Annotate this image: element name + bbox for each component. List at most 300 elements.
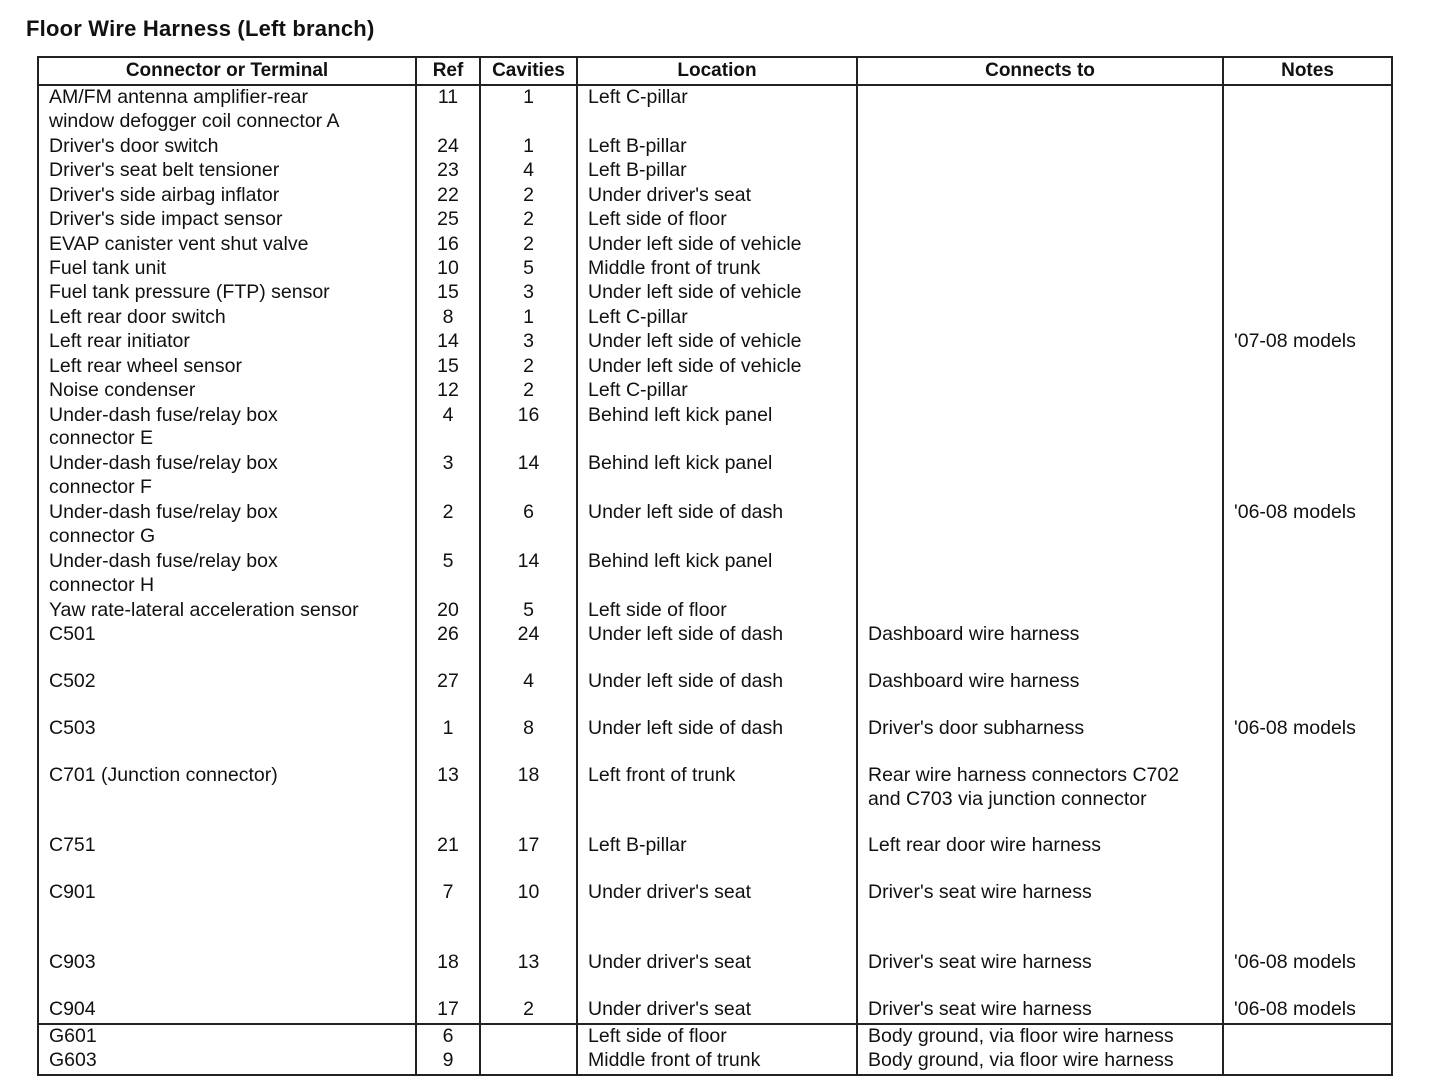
ref-cell xyxy=(416,998,480,1023)
cavities-cell xyxy=(480,881,577,951)
connects-to-cell xyxy=(857,257,1223,281)
cavities-value: 5 xyxy=(523,257,534,280)
cavities-value: 4 xyxy=(523,159,534,182)
connects-to-text: Body ground, via floor wire harness xyxy=(868,1024,1174,1047)
notes-cell xyxy=(1223,306,1392,330)
cavities-value: 2 xyxy=(523,379,534,402)
connector-cell xyxy=(38,998,416,1023)
connects-to-text: and C703 via junction connector xyxy=(868,787,1147,810)
location-cell xyxy=(577,951,857,998)
location-cell xyxy=(577,379,857,403)
connector-text: C901 xyxy=(49,881,96,904)
cavities-cell xyxy=(480,599,577,623)
connector-text: Under-dash fuse/relay box xyxy=(49,550,278,573)
ref-value: 22 xyxy=(437,183,459,206)
page-title: Floor Wire Harness (Left branch) xyxy=(26,16,375,41)
connector-text: Yaw rate-lateral acceleration sensor xyxy=(49,598,359,621)
location-cell xyxy=(577,501,857,550)
location-cell xyxy=(577,599,857,623)
connector-cell xyxy=(38,1024,416,1049)
location-cell xyxy=(577,281,857,305)
connector-cell xyxy=(38,951,416,998)
column-header-connector: Connector or Terminal xyxy=(38,57,416,85)
cavities-cell xyxy=(480,85,577,135)
location-text: Under left side of vehicle xyxy=(588,330,802,353)
connector-cell xyxy=(38,452,416,501)
connects-to-cell xyxy=(857,881,1223,951)
connector-text: Left rear wheel sensor xyxy=(49,354,242,377)
ref-value: 11 xyxy=(437,86,459,108)
table-row xyxy=(38,257,1392,281)
notes-cell xyxy=(1223,208,1392,232)
cavities-cell xyxy=(480,379,577,403)
cavities-value: 10 xyxy=(517,881,540,904)
connector-text: EVAP canister vent shut valve xyxy=(49,232,309,255)
table-row xyxy=(38,306,1392,330)
location-cell xyxy=(577,881,857,951)
cavities-value: 3 xyxy=(523,330,534,353)
ref-value: 26 xyxy=(437,623,459,646)
table-row xyxy=(38,233,1392,257)
table-row xyxy=(38,452,1392,501)
connector-text: C904 xyxy=(49,998,96,1021)
location-cell xyxy=(577,404,857,453)
location-text: Under left side of dash xyxy=(588,623,784,646)
ref-cell xyxy=(416,379,480,403)
harness-table xyxy=(37,56,1393,1076)
connects-to-cell xyxy=(857,281,1223,305)
ref-cell xyxy=(416,599,480,623)
table-row xyxy=(38,550,1392,599)
notes-cell xyxy=(1223,764,1392,834)
location-text: Middle front of trunk xyxy=(588,257,761,280)
ref-value: 21 xyxy=(437,834,459,857)
table-row xyxy=(38,135,1392,159)
location-text: Under driver's seat xyxy=(588,998,752,1021)
cavities-cell xyxy=(480,501,577,550)
ref-value: 4 xyxy=(442,403,454,426)
ref-cell xyxy=(416,834,480,881)
location-text: Under driver's seat xyxy=(588,951,752,974)
connects-to-cell xyxy=(857,623,1223,670)
ref-cell xyxy=(416,330,480,354)
cavities-value: 2 xyxy=(523,183,534,206)
location-cell xyxy=(577,623,857,670)
ref-cell xyxy=(416,501,480,550)
connects-to-text: Driver's seat wire harness xyxy=(868,951,1092,974)
ref-cell xyxy=(416,257,480,281)
notes-text: '06-08 models xyxy=(1234,717,1356,740)
notes-cell xyxy=(1223,379,1392,403)
ref-cell xyxy=(416,281,480,305)
location-text: Under left side of dash xyxy=(588,717,784,740)
ref-value: 9 xyxy=(442,1049,454,1072)
table-row xyxy=(38,951,1392,998)
notes-cell xyxy=(1223,670,1392,717)
connects-to-cell xyxy=(857,599,1223,623)
connector-cell xyxy=(38,1049,416,1075)
connector-cell xyxy=(38,550,416,599)
connector-text: Fuel tank unit xyxy=(49,257,167,280)
connector-text: Left rear initiator xyxy=(49,330,190,353)
cavities-value: 2 xyxy=(523,208,534,231)
location-cell xyxy=(577,233,857,257)
connector-cell xyxy=(38,717,416,764)
ref-value: 15 xyxy=(437,281,459,304)
connector-text: Under-dash fuse/relay box xyxy=(49,501,278,524)
ref-cell xyxy=(416,404,480,453)
location-text: Under left side of dash xyxy=(588,501,784,524)
notes-cell xyxy=(1223,501,1392,550)
ref-cell xyxy=(416,623,480,670)
connector-cell xyxy=(38,233,416,257)
connector-cell xyxy=(38,208,416,232)
location-text: Behind left kick panel xyxy=(588,403,773,426)
cavities-cell xyxy=(480,550,577,599)
table-row xyxy=(38,717,1392,764)
connects-to-cell xyxy=(857,355,1223,379)
location-cell xyxy=(577,717,857,764)
cavities-cell xyxy=(480,184,577,208)
cavities-value: 17 xyxy=(517,834,540,857)
location-text: Left B-pillar xyxy=(588,134,687,157)
connector-cell xyxy=(38,135,416,159)
notes-cell xyxy=(1223,404,1392,453)
location-text: Middle front of trunk xyxy=(588,1049,761,1072)
connector-cell xyxy=(38,834,416,881)
location-cell xyxy=(577,998,857,1023)
connects-to-cell xyxy=(857,951,1223,998)
notes-cell xyxy=(1223,834,1392,881)
connector-cell xyxy=(38,379,416,403)
connector-text: connector H xyxy=(49,573,155,596)
cavities-cell xyxy=(480,717,577,764)
connects-to-text: Driver's door subharness xyxy=(868,717,1085,740)
cavities-cell xyxy=(480,330,577,354)
location-cell xyxy=(577,764,857,834)
location-text: Left C-pillar xyxy=(588,86,688,108)
cavities-cell xyxy=(480,1024,577,1049)
connects-to-cell xyxy=(857,550,1223,599)
notes-cell xyxy=(1223,184,1392,208)
cavities-cell xyxy=(480,355,577,379)
cavities-value: 3 xyxy=(523,281,534,304)
ref-value: 5 xyxy=(442,550,454,573)
ref-value: 13 xyxy=(437,764,459,787)
connects-to-text: Dashboard wire harness xyxy=(868,670,1080,693)
cavities-value: 16 xyxy=(517,403,540,426)
ref-cell xyxy=(416,881,480,951)
connector-cell xyxy=(38,159,416,183)
connector-cell xyxy=(38,257,416,281)
ref-cell xyxy=(416,951,480,998)
notes-cell xyxy=(1223,550,1392,599)
connects-to-cell xyxy=(857,452,1223,501)
location-text: Left front of trunk xyxy=(588,764,736,787)
connector-text: Fuel tank pressure (FTP) sensor xyxy=(49,281,330,304)
cavities-value: 14 xyxy=(517,550,540,573)
cavities-value: 2 xyxy=(523,232,534,255)
connector-text: Driver's side airbag inflator xyxy=(49,183,280,206)
cavities-cell xyxy=(480,281,577,305)
connector-cell xyxy=(38,670,416,717)
column-header-connects-to: Connects to xyxy=(857,57,1223,85)
connector-text: connector G xyxy=(49,524,156,547)
connects-to-cell xyxy=(857,1049,1223,1075)
connector-text: Under-dash fuse/relay box xyxy=(49,403,278,426)
notes-text: '06-08 models xyxy=(1234,501,1356,524)
table-row xyxy=(38,764,1392,834)
notes-cell xyxy=(1223,135,1392,159)
location-text: Under left side of vehicle xyxy=(588,354,802,377)
ref-value: 27 xyxy=(437,670,459,693)
cavities-cell xyxy=(480,257,577,281)
notes-cell xyxy=(1223,951,1392,998)
location-cell xyxy=(577,135,857,159)
notes-text: '06-08 models xyxy=(1234,998,1356,1021)
ref-cell xyxy=(416,184,480,208)
connector-text: Noise condenser xyxy=(49,379,196,402)
connector-cell xyxy=(38,599,416,623)
connector-cell xyxy=(38,501,416,550)
table-row xyxy=(38,379,1392,403)
table-row xyxy=(38,998,1392,1023)
connector-text: connector F xyxy=(49,475,152,498)
connector-text: Under-dash fuse/relay box xyxy=(49,452,278,475)
connector-cell xyxy=(38,404,416,453)
ref-cell xyxy=(416,717,480,764)
table-row xyxy=(38,85,1392,135)
connects-to-cell xyxy=(857,717,1223,764)
cavities-value: 1 xyxy=(523,86,534,108)
connects-to-cell xyxy=(857,1024,1223,1049)
ref-cell xyxy=(416,550,480,599)
notes-cell xyxy=(1223,159,1392,183)
location-text: Left B-pillar xyxy=(588,159,687,182)
notes-cell xyxy=(1223,85,1392,135)
location-text: Left B-pillar xyxy=(588,834,687,857)
ref-value: 17 xyxy=(437,998,459,1021)
cavities-cell xyxy=(480,452,577,501)
connector-text: G601 xyxy=(49,1024,97,1047)
notes-text: '07-08 models xyxy=(1234,330,1356,353)
connects-to-cell xyxy=(857,306,1223,330)
ref-cell xyxy=(416,233,480,257)
cavities-value: 1 xyxy=(523,305,534,328)
notes-cell xyxy=(1223,281,1392,305)
table-row xyxy=(38,599,1392,623)
connects-to-cell xyxy=(857,764,1223,834)
connector-text: C501 xyxy=(49,623,96,646)
location-cell xyxy=(577,550,857,599)
location-text: Behind left kick panel xyxy=(588,452,773,475)
ref-cell xyxy=(416,306,480,330)
table-row xyxy=(38,623,1392,670)
location-text: Left C-pillar xyxy=(588,305,688,328)
connector-text: C903 xyxy=(49,951,96,974)
ref-cell xyxy=(416,452,480,501)
connects-to-cell xyxy=(857,233,1223,257)
notes-cell xyxy=(1223,355,1392,379)
cavities-value: 14 xyxy=(517,452,540,475)
connector-text: connector E xyxy=(49,427,154,450)
ref-value: 2 xyxy=(442,501,454,524)
connects-to-cell xyxy=(857,998,1223,1023)
connects-to-cell xyxy=(857,159,1223,183)
ref-value: 20 xyxy=(437,598,459,621)
connector-cell xyxy=(38,623,416,670)
table-row xyxy=(38,355,1392,379)
cavities-value: 4 xyxy=(523,670,534,693)
location-text: Left side of floor xyxy=(588,1024,727,1047)
connects-to-cell xyxy=(857,184,1223,208)
connector-cell xyxy=(38,881,416,951)
location-text: Under left side of vehicle xyxy=(588,232,802,255)
connects-to-text: Driver's seat wire harness xyxy=(868,998,1092,1021)
cavities-cell xyxy=(480,208,577,232)
location-cell xyxy=(577,257,857,281)
ref-cell xyxy=(416,85,480,135)
cavities-cell xyxy=(480,998,577,1023)
location-cell xyxy=(577,834,857,881)
notes-cell xyxy=(1223,1049,1392,1075)
connects-to-text: Body ground, via floor wire harness xyxy=(868,1049,1174,1072)
cavities-cell xyxy=(480,159,577,183)
ref-cell xyxy=(416,670,480,717)
connects-to-cell xyxy=(857,135,1223,159)
location-text: Under left side of dash xyxy=(588,670,784,693)
ref-value: 15 xyxy=(437,354,459,377)
location-cell xyxy=(577,306,857,330)
location-cell xyxy=(577,1049,857,1075)
table-row xyxy=(38,330,1392,354)
connector-cell xyxy=(38,764,416,834)
cavities-cell xyxy=(480,670,577,717)
ref-value: 3 xyxy=(442,452,454,475)
cavities-cell xyxy=(480,764,577,834)
location-text: Behind left kick panel xyxy=(588,550,773,573)
location-text: Left side of floor xyxy=(588,598,727,621)
ref-value: 14 xyxy=(437,330,459,353)
connects-to-cell xyxy=(857,330,1223,354)
connector-text: AM/FM antenna amplifier-rear xyxy=(49,86,309,108)
connector-text: Driver's side impact sensor xyxy=(49,208,283,231)
cavities-value: 8 xyxy=(523,717,534,740)
connects-to-cell xyxy=(857,404,1223,453)
cavities-cell xyxy=(480,135,577,159)
connector-cell xyxy=(38,184,416,208)
cavities-value: 5 xyxy=(523,598,534,621)
location-text: Under driver's seat xyxy=(588,881,752,904)
location-cell xyxy=(577,85,857,135)
connects-to-cell xyxy=(857,85,1223,135)
ref-cell xyxy=(416,1024,480,1049)
cavities-value: 24 xyxy=(517,623,540,646)
connects-to-cell xyxy=(857,208,1223,232)
column-header-cavities: Cavities xyxy=(480,57,577,85)
table-row xyxy=(38,184,1392,208)
location-cell xyxy=(577,184,857,208)
cavities-cell xyxy=(480,623,577,670)
table-header-row xyxy=(38,57,1392,85)
table-row xyxy=(38,1049,1392,1075)
ref-value: 18 xyxy=(437,951,459,974)
connects-to-text: Left rear door wire harness xyxy=(868,834,1102,857)
ref-cell xyxy=(416,159,480,183)
location-text: Left side of floor xyxy=(588,208,727,231)
location-text: Under driver's seat xyxy=(588,183,752,206)
column-header-location: Location xyxy=(577,57,857,85)
ref-value: 25 xyxy=(437,208,459,231)
ref-cell xyxy=(416,135,480,159)
notes-cell xyxy=(1223,623,1392,670)
ref-cell xyxy=(416,208,480,232)
table-row xyxy=(38,159,1392,183)
connector-text: C502 xyxy=(49,670,96,693)
cavities-value: 6 xyxy=(523,501,534,524)
connects-to-text: Rear wire harness connectors C702 xyxy=(868,764,1180,787)
ref-value: 6 xyxy=(442,1024,454,1047)
location-cell xyxy=(577,330,857,354)
connector-text: Driver's seat belt tensioner xyxy=(49,159,280,182)
cavities-value: 18 xyxy=(517,764,540,787)
location-text: Under left side of vehicle xyxy=(588,281,802,304)
connector-text: C503 xyxy=(49,717,96,740)
ref-value: 16 xyxy=(437,232,459,255)
location-cell xyxy=(577,355,857,379)
ref-value: 7 xyxy=(442,881,454,904)
cavities-cell xyxy=(480,1049,577,1075)
connects-to-cell xyxy=(857,834,1223,881)
ref-value: 1 xyxy=(442,717,454,740)
ref-value: 8 xyxy=(442,305,454,328)
location-cell xyxy=(577,159,857,183)
table-row xyxy=(38,501,1392,550)
notes-cell xyxy=(1223,599,1392,623)
connects-to-text: Driver's seat wire harness xyxy=(868,881,1092,904)
ref-cell xyxy=(416,764,480,834)
notes-cell xyxy=(1223,257,1392,281)
ref-value: 12 xyxy=(437,379,459,402)
connector-cell xyxy=(38,281,416,305)
location-cell xyxy=(577,1024,857,1049)
connector-cell xyxy=(38,85,416,135)
location-cell xyxy=(577,208,857,232)
connects-to-text: Dashboard wire harness xyxy=(868,623,1080,646)
location-cell xyxy=(577,670,857,717)
ref-value: 23 xyxy=(437,159,459,182)
table-row xyxy=(38,1024,1392,1049)
connects-to-cell xyxy=(857,501,1223,550)
connector-cell xyxy=(38,306,416,330)
cavities-cell xyxy=(480,404,577,453)
notes-cell xyxy=(1223,330,1392,354)
cavities-cell xyxy=(480,233,577,257)
notes-cell xyxy=(1223,233,1392,257)
cavities-value: 1 xyxy=(523,134,534,157)
notes-cell xyxy=(1223,998,1392,1023)
cavities-value: 13 xyxy=(517,951,540,974)
notes-cell xyxy=(1223,452,1392,501)
column-header-notes: Notes xyxy=(1223,57,1392,85)
connector-text: C751 xyxy=(49,834,96,857)
table-row xyxy=(38,834,1392,881)
connects-to-cell xyxy=(857,379,1223,403)
connects-to-cell xyxy=(857,670,1223,717)
connector-cell xyxy=(38,355,416,379)
cavities-cell xyxy=(480,951,577,998)
connector-cell xyxy=(38,330,416,354)
